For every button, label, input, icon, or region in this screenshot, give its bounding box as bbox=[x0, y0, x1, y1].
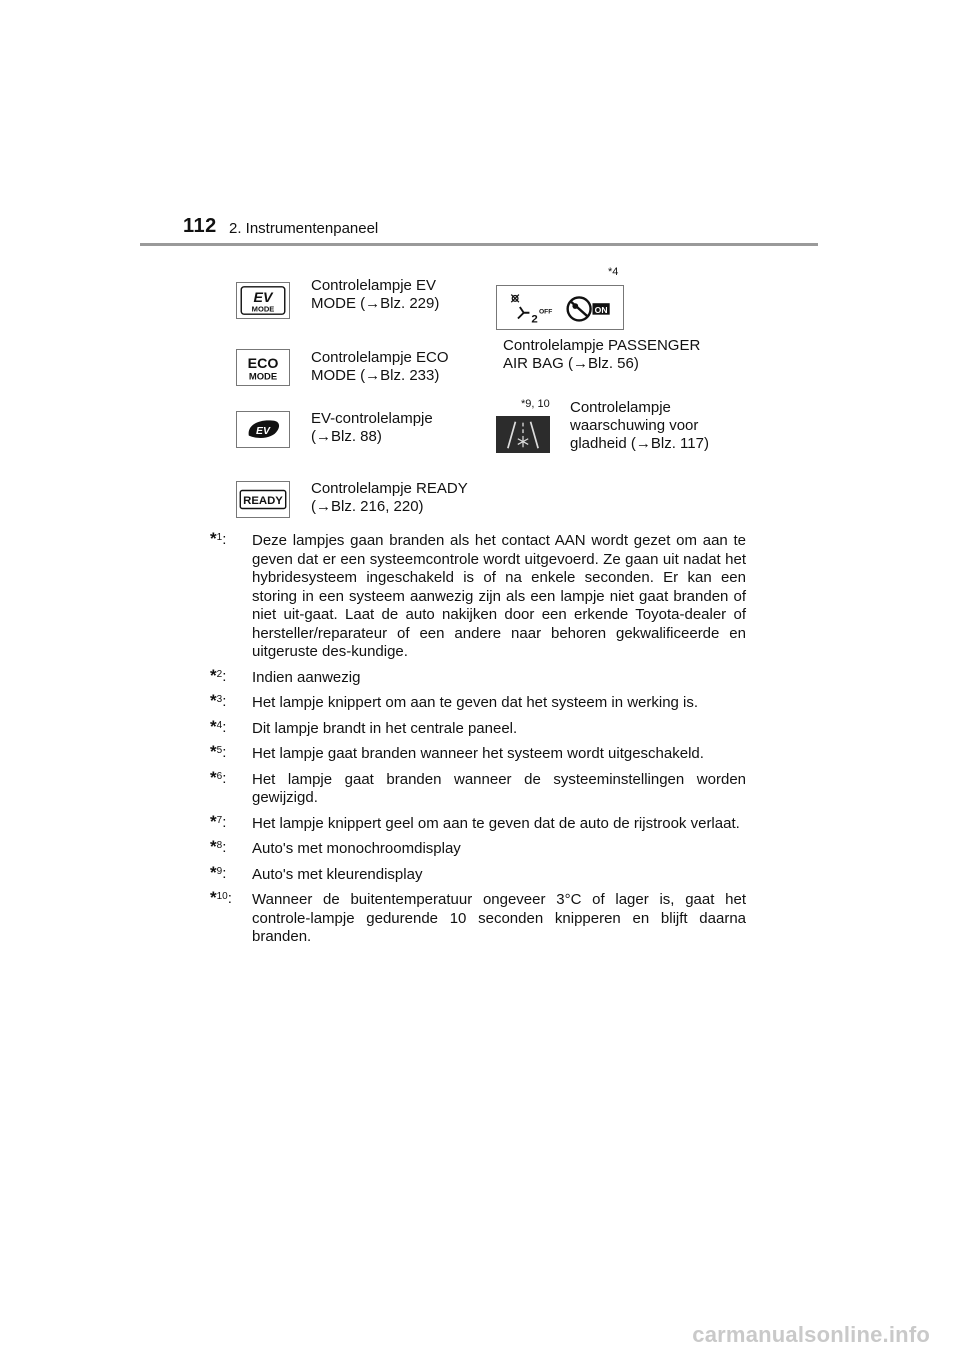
footnote-2: *$^2$: Indien aanwezig bbox=[210, 665, 361, 686]
footnote-6: *$^6$: Het lampje gaat branden wanneer de systeeminstellingen worden gewijzigd. bbox=[210, 767, 746, 806]
footnote-6-text: Het lampje gaat branden wanneer de systeeminstellingen worden gewijzigd. bbox=[252, 770, 746, 806]
footnote-2-text: Indien aanwezig bbox=[252, 668, 361, 686]
svg-text:2: 2 bbox=[531, 313, 538, 326]
ready-label bbox=[311, 480, 468, 516]
footnotes bbox=[210, 529, 746, 954]
footnote-9: *$^9$: Auto's met kleurendisplay bbox=[210, 862, 423, 883]
ev-indicator-text: EV bbox=[256, 425, 270, 437]
passenger-airbag-note: *4 bbox=[608, 266, 619, 278]
slippery-road-icon bbox=[496, 416, 550, 453]
passenger-airbag-label-line2: AIR BAG (→Blz. 56) bbox=[503, 355, 639, 372]
footnote-8: *$^8$: Auto's met monochroomdisplay bbox=[210, 837, 461, 857]
ev-indicator-label bbox=[311, 410, 433, 446]
ready-label-line1: Controlelampje READY bbox=[311, 480, 468, 497]
header-divider bbox=[140, 243, 818, 246]
section-title: 2. Instrumentenpaneel bbox=[229, 220, 379, 237]
ev-mode-label-line1: Controlelampje EV bbox=[311, 277, 437, 294]
ready-icon-text: READY bbox=[243, 494, 283, 507]
eco-mode-label-line1: Controlelampje ECO bbox=[311, 349, 449, 366]
eco-mode-icon bbox=[236, 349, 290, 386]
eco-mode-icon-top: ECO bbox=[247, 355, 279, 372]
footnote-4: *$^4$: Dit lampje brandt in het centrale paneel. bbox=[210, 716, 518, 737]
footnote-1-text: Deze lampjes gaan branden als het contact AAN wordt gezet om aan te geven dat er een systeemcontrole wordt uitgevoerd. Ze gaan uit nadat het hybridesysteem ingeschakeld is of na enkele seconden. Er kan een storing in een systeem aanwezig zijn als een lampje niet gaat branden of niet uit-gaat. Laat de auto nakijken door een erkende Toyota-dealer of hersteller/reparateur of een andere naar behoren gekwalificeerde en uitgeruste des-kundige. bbox=[252, 532, 746, 660]
slippery-road-label-line3: gladheid (→Blz. 117) bbox=[570, 435, 709, 452]
passenger-airbag-label-line1: Controlelampje PASSENGER bbox=[503, 337, 701, 354]
footnote-10-text: Wanneer de buitentemperatuur ongeveer 3°C of lager is, gaat het controle-lampje gedurende 10 seconden knipperen en blijft daarna branden. bbox=[252, 891, 746, 945]
footnote-7-text: Het lampje knippert geel om aan te geven dat de auto de rijstrook verlaat. bbox=[252, 814, 740, 832]
slippery-road-label bbox=[570, 399, 709, 453]
passenger-airbag-icon bbox=[496, 285, 624, 330]
eco-mode-label-line2: MODE (→Blz. 233) bbox=[311, 367, 440, 384]
airbag-on-text: ON bbox=[594, 304, 608, 315]
ev-indicator-label-line2: (→Blz. 88) bbox=[311, 428, 382, 445]
ev-mode-label bbox=[311, 277, 439, 313]
slippery-road-label-line1: Controlelampje bbox=[570, 399, 671, 416]
ev-mode-icon bbox=[236, 282, 290, 319]
footnote-4-text: Dit lampje brandt in het centrale paneel. bbox=[252, 719, 518, 737]
ev-indicator-icon bbox=[236, 411, 290, 448]
slippery-road-note: *9, 10 bbox=[521, 398, 550, 410]
footnote-3: *$^3$: Het lampje knippert om aan te geven dat het systeem in werking is. bbox=[210, 691, 699, 711]
eco-mode-icon-bottom: MODE bbox=[248, 371, 278, 383]
ev-mode-label-line2: MODE (→Blz. 229) bbox=[311, 295, 440, 312]
eco-mode-label bbox=[311, 349, 449, 385]
passenger-airbag-label bbox=[503, 337, 700, 373]
page-number: 112 bbox=[183, 215, 217, 237]
ev-indicator-label-line1: EV-controlelampje bbox=[311, 410, 433, 427]
slippery-road-label-line2: waarschuwing voor bbox=[570, 417, 699, 434]
ready-icon bbox=[236, 481, 290, 518]
ev-mode-icon-top: EV bbox=[253, 289, 273, 306]
footnote-3-text: Het lampje knippert om aan te geven dat het systeem in werking is. bbox=[252, 694, 699, 711]
footnote-1: *$^1$: Deze lampjes gaan branden als het contact AAN wordt gezet om aan te geven dat er een systeemcontrole wordt uitgevoerd. Ze gaan uit nadat het hybridesysteem ingeschakeld is of na enkele seconden. Er kan een storing in een systeem aanwezig zijn als een lampje niet gaat branden of niet uit-gaat. Laat de auto nakijken door een erkende Toyota-dealer of hersteller/reparateur of een andere naar behoren gekwalificeerde en uitgeruste des-kundige. bbox=[210, 529, 746, 660]
ev-mode-icon-bottom: MODE bbox=[251, 304, 275, 314]
footnote-10: *$^{10}$: Wanneer de buitentemperatuur ongeveer 3°C of lager is, gaat het controle-lampje gedurende 10 seconden knipperen en blijft daarna branden. bbox=[210, 888, 746, 945]
footnote-7: *$^7$: Het lampje knippert geel om aan te geven dat de auto de rijstrook verlaat. bbox=[210, 811, 740, 832]
footnote-8-text: Auto's met monochroomdisplay bbox=[252, 840, 461, 857]
footnote-9-text: Auto's met kleurendisplay bbox=[252, 865, 423, 883]
watermark: carmanualsonline.info bbox=[692, 1322, 930, 1347]
airbag-off-text: OFF bbox=[538, 308, 553, 316]
footnote-5: *$^5$: Het lampje gaat branden wanneer het systeem wordt uitgeschakeld. bbox=[210, 742, 704, 762]
footnote-5-text: Het lampje gaat branden wanneer het systeem wordt uitgeschakeld. bbox=[252, 745, 704, 762]
ready-label-line2: (→Blz. 216, 220) bbox=[311, 498, 424, 515]
